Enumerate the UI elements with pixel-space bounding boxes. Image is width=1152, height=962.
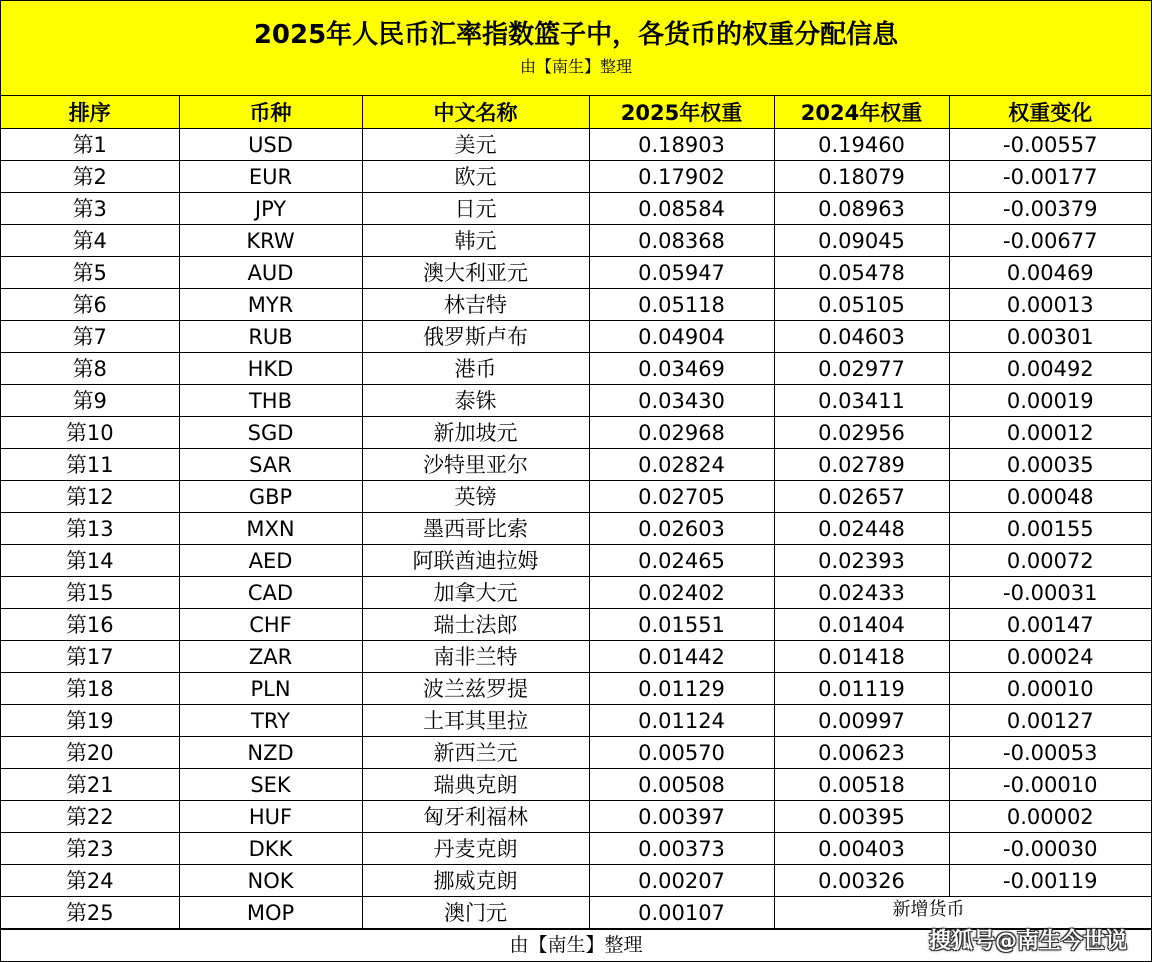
cell-name: 匈牙利福林 (362, 801, 589, 833)
header-row (1, 96, 1151, 129)
table-row (1, 129, 1151, 161)
cell-weight-2024: 0.19460 (774, 129, 949, 161)
cell-weight-2025: 0.08368 (589, 225, 774, 257)
table-row (1, 577, 1151, 609)
cell-name: 瑞士法郎 (362, 609, 589, 641)
cell-name: 俄罗斯卢布 (362, 321, 589, 353)
cell-weight-2025: 0.02824 (589, 449, 774, 481)
cell-rank: 第16 (1, 609, 179, 641)
cell-name: 挪威克朗 (362, 865, 589, 897)
cell-weight-change: 0.00013 (949, 289, 1151, 321)
cell-rank: 第1 (1, 129, 179, 161)
cell-rank: 第22 (1, 801, 179, 833)
cell-rank: 第18 (1, 673, 179, 705)
cell-rank: 第17 (1, 641, 179, 673)
cell-weight-change: 0.00010 (949, 673, 1151, 705)
cell-name: 港币 (362, 353, 589, 385)
cell-weight-change: 0.00019 (949, 385, 1151, 417)
cell-rank: 第11 (1, 449, 179, 481)
cell-weight-2025: 0.00373 (589, 833, 774, 865)
cell-code: MXN (179, 513, 362, 545)
table-row (1, 673, 1151, 705)
cell-rank: 第3 (1, 193, 179, 225)
cell-weight-2025: 0.01442 (589, 641, 774, 673)
cell-weight-change: -0.00177 (949, 161, 1151, 193)
table-row (1, 737, 1151, 769)
header-code: 币种 (179, 96, 362, 129)
cell-code: RUB (179, 321, 362, 353)
cell-code: PLN (179, 673, 362, 705)
table-row (1, 449, 1151, 481)
table-subtitle: 由【南生】整理 (519, 57, 632, 76)
cell-rank: 第14 (1, 545, 179, 577)
cell-weight-change: 0.00048 (949, 481, 1151, 513)
table-row (1, 385, 1151, 417)
cell-weight-change: 0.00024 (949, 641, 1151, 673)
cell-code: KRW (179, 225, 362, 257)
cell-weight-2025: 0.18903 (589, 129, 774, 161)
header-rank: 排序 (1, 96, 179, 129)
cell-weight-change: 0.00035 (949, 449, 1151, 481)
cell-name: 加拿大元 (362, 577, 589, 609)
cell-weight-2025: 0.00107 (589, 897, 774, 929)
cell-rank: 第8 (1, 353, 179, 385)
cell-name: 澳大利亚元 (362, 257, 589, 289)
cell-weight-change: 0.00127 (949, 705, 1151, 737)
cell-weight-2024: 0.01418 (774, 641, 949, 673)
footer-text: 由【南生】整理 (509, 934, 643, 956)
cell-weight-change: 0.00012 (949, 417, 1151, 449)
table-row (1, 513, 1151, 545)
cell-code: MYR (179, 289, 362, 321)
cell-weight-2025: 0.01551 (589, 609, 774, 641)
cell-weight-2025: 0.05118 (589, 289, 774, 321)
cell-rank: 第10 (1, 417, 179, 449)
cell-rank: 第15 (1, 577, 179, 609)
header-chinese-name: 中文名称 (362, 96, 589, 129)
cell-code: EUR (179, 161, 362, 193)
cell-code: AED (179, 545, 362, 577)
table-row (1, 801, 1151, 833)
cell-weight-2025: 0.02603 (589, 513, 774, 545)
cell-weight-change: -0.00031 (949, 577, 1151, 609)
cell-weight-2024: 0.05105 (774, 289, 949, 321)
table-row (1, 481, 1151, 513)
table-row (1, 257, 1151, 289)
cell-code: USD (179, 129, 362, 161)
cell-weight-2024: 0.04603 (774, 321, 949, 353)
cell-code: NOK (179, 865, 362, 897)
cell-weight-change: -0.00379 (949, 193, 1151, 225)
cell-rank: 第6 (1, 289, 179, 321)
cell-code: NZD (179, 737, 362, 769)
table-row (1, 769, 1151, 801)
cell-weight-2024: 0.18079 (774, 161, 949, 193)
cell-weight-2024: 0.08963 (774, 193, 949, 225)
cell-weight-2024: 0.00997 (774, 705, 949, 737)
cell-name: 林吉特 (362, 289, 589, 321)
cell-code: TRY (179, 705, 362, 737)
cell-name: 新加坡元 (362, 417, 589, 449)
cell-weight-change: 0.00147 (949, 609, 1151, 641)
cell-weight-2024: 0.01404 (774, 609, 949, 641)
table-row (1, 225, 1151, 257)
cell-weight-change: -0.00053 (949, 737, 1151, 769)
cell-weight-2025: 0.02705 (589, 481, 774, 513)
table-row (1, 641, 1151, 673)
cell-weight-2024: 0.00403 (774, 833, 949, 865)
cell-code: THB (179, 385, 362, 417)
title-banner (1, 1, 1151, 96)
cell-code: JPY (179, 193, 362, 225)
cell-weight-2024: 0.00326 (774, 865, 949, 897)
table-row (1, 161, 1151, 193)
cell-weight-2025: 0.01129 (589, 673, 774, 705)
cell-code: SAR (179, 449, 362, 481)
cell-rank: 第5 (1, 257, 179, 289)
cell-code: CHF (179, 609, 362, 641)
header-weight-change: 权重变化 (949, 96, 1151, 129)
cell-weight-2024: 0.02657 (774, 481, 949, 513)
table-row (1, 353, 1151, 385)
currency-weight-table (1, 96, 1151, 929)
cell-code: SGD (179, 417, 362, 449)
table-row (1, 833, 1151, 865)
table-row (1, 865, 1151, 897)
cell-weight-2025: 0.04904 (589, 321, 774, 353)
cell-rank: 第2 (1, 161, 179, 193)
cell-name: 土耳其里拉 (362, 705, 589, 737)
cell-weight-2024: 0.02977 (774, 353, 949, 385)
cell-code: HUF (179, 801, 362, 833)
cell-rank: 第25 (1, 897, 179, 929)
cell-weight-change: 0.00492 (949, 353, 1151, 385)
cell-rank: 第24 (1, 865, 179, 897)
cell-weight-change: 0.00301 (949, 321, 1151, 353)
cell-name: 韩元 (362, 225, 589, 257)
cell-weight-change: -0.00010 (949, 769, 1151, 801)
table-row (1, 321, 1151, 353)
cell-name: 南非兰特 (362, 641, 589, 673)
cell-weight-2024: 0.05478 (774, 257, 949, 289)
cell-name: 欧元 (362, 161, 589, 193)
cell-weight-2024: 0.03411 (774, 385, 949, 417)
cell-weight-2024: 0.00395 (774, 801, 949, 833)
cell-weight-2024: 0.01119 (774, 673, 949, 705)
cell-weight-2025: 0.17902 (589, 161, 774, 193)
cell-weight-2024: 0.00623 (774, 737, 949, 769)
cell-rank: 第13 (1, 513, 179, 545)
cell-name: 日元 (362, 193, 589, 225)
cell-weight-2025: 0.08584 (589, 193, 774, 225)
cell-weight-2025: 0.05947 (589, 257, 774, 289)
cell-weight-2025: 0.00397 (589, 801, 774, 833)
cell-weight-2025: 0.03430 (589, 385, 774, 417)
cell-name: 沙特里亚尔 (362, 449, 589, 481)
cell-weight-change: -0.00677 (949, 225, 1151, 257)
cell-weight-2024: 0.02433 (774, 577, 949, 609)
cell-name: 美元 (362, 129, 589, 161)
cell-weight-2025: 0.02402 (589, 577, 774, 609)
header-weight-2024: 2024年权重 (774, 96, 949, 129)
table-row (1, 705, 1151, 737)
cell-name: 墨西哥比索 (362, 513, 589, 545)
cell-weight-2024: 0.00518 (774, 769, 949, 801)
cell-code: ZAR (179, 641, 362, 673)
cell-weight-2025: 0.02465 (589, 545, 774, 577)
cell-rank: 第21 (1, 769, 179, 801)
cell-code: CAD (179, 577, 362, 609)
cell-weight-2025: 0.00570 (589, 737, 774, 769)
table-row (1, 545, 1151, 577)
header-weight-2025: 2025年权重 (589, 96, 774, 129)
cell-name: 瑞典克朗 (362, 769, 589, 801)
table-row (1, 609, 1151, 641)
cell-code: MOP (179, 897, 362, 929)
cell-weight-2025: 0.00508 (589, 769, 774, 801)
cell-weight-change: 0.00072 (949, 545, 1151, 577)
cell-weight-change: -0.00557 (949, 129, 1151, 161)
watermark: 搜狐号@南生今世说 (928, 929, 1127, 954)
cell-name: 新西兰元 (362, 737, 589, 769)
cell-weight-2024: 0.02448 (774, 513, 949, 545)
cell-weight-change: -0.00030 (949, 833, 1151, 865)
cell-name: 波兰兹罗提 (362, 673, 589, 705)
cell-code: DKK (179, 833, 362, 865)
cell-code: HKD (179, 353, 362, 385)
cell-name: 英镑 (362, 481, 589, 513)
cell-weight-change: -0.00119 (949, 865, 1151, 897)
cell-weight-2025: 0.02968 (589, 417, 774, 449)
table-title: 2025年人民币汇率指数篮子中，各货币的权重分配信息 (253, 20, 899, 50)
cell-weight-change: 0.00002 (949, 801, 1151, 833)
cell-name: 丹麦克朗 (362, 833, 589, 865)
table-row (1, 417, 1151, 449)
cell-code: AUD (179, 257, 362, 289)
cell-code: GBP (179, 481, 362, 513)
cell-weight-change: 0.00155 (949, 513, 1151, 545)
cell-rank: 第12 (1, 481, 179, 513)
cell-code: SEK (179, 769, 362, 801)
table-body (1, 129, 1151, 929)
cell-weight-2024: 0.02956 (774, 417, 949, 449)
cell-rank: 第19 (1, 705, 179, 737)
cell-name: 泰铢 (362, 385, 589, 417)
cell-rank: 第4 (1, 225, 179, 257)
cell-weight-2024: 0.02393 (774, 545, 949, 577)
table-row (1, 193, 1151, 225)
cell-name: 澳门元 (362, 897, 589, 929)
cell-rank: 第9 (1, 385, 179, 417)
cell-name: 阿联酋迪拉姆 (362, 545, 589, 577)
new-currency-note: 新增货币 (892, 899, 965, 920)
cell-weight-2024: 0.02789 (774, 449, 949, 481)
cell-weight-2025: 0.01124 (589, 705, 774, 737)
cell-weight-2025: 0.00207 (589, 865, 774, 897)
cell-rank: 第7 (1, 321, 179, 353)
table-row (1, 289, 1151, 321)
cell-weight-2024: 0.09045 (774, 225, 949, 257)
cell-rank: 第23 (1, 833, 179, 865)
cell-weight-2025: 0.03469 (589, 353, 774, 385)
cell-weight-change: 0.00469 (949, 257, 1151, 289)
cell-rank: 第20 (1, 737, 179, 769)
